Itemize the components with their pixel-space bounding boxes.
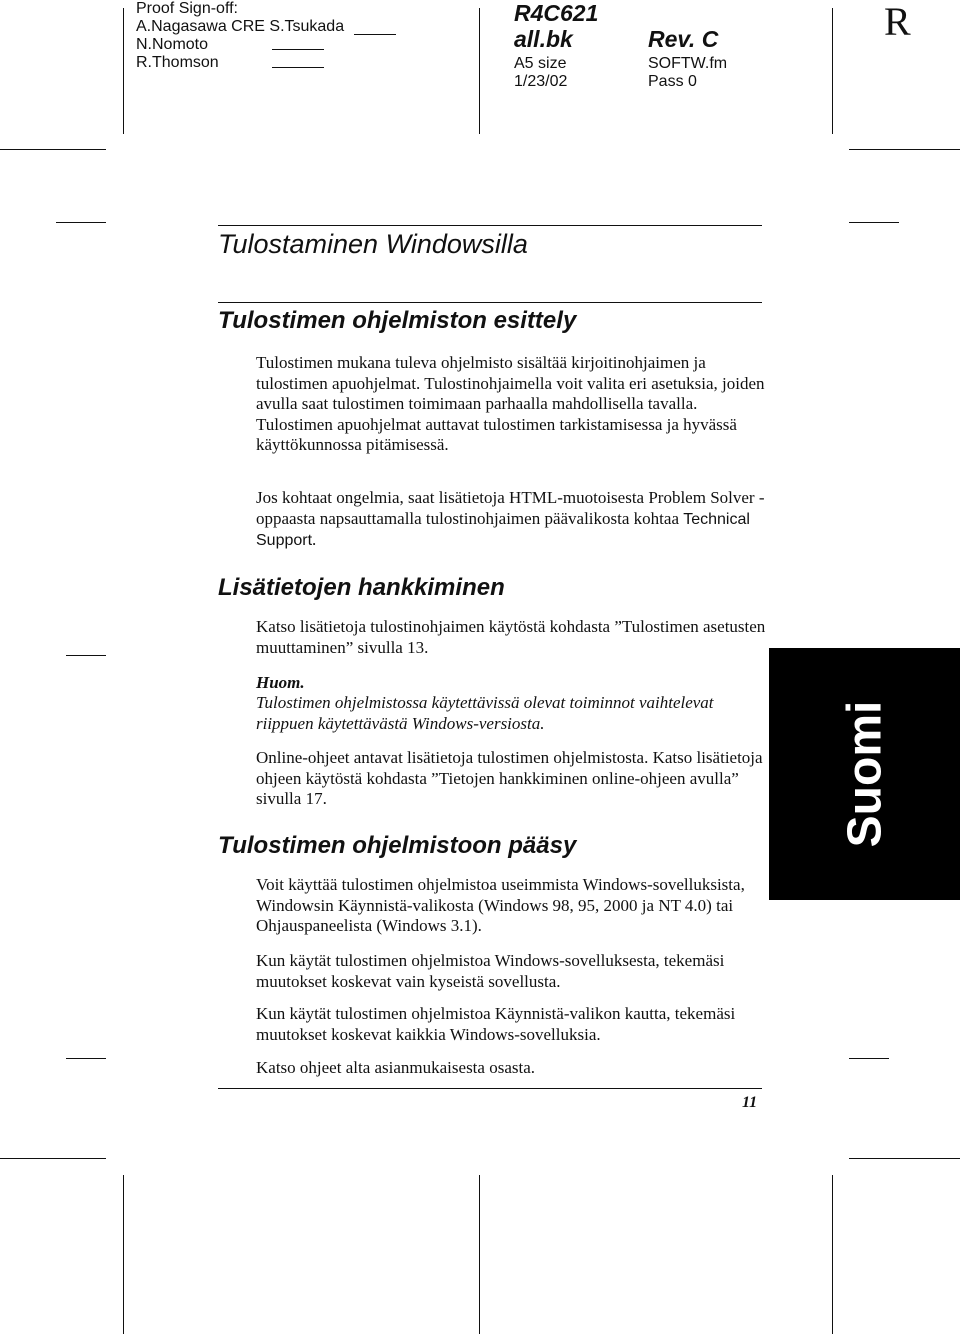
- note-label: Huom.: [256, 673, 305, 692]
- crop-mark: [0, 149, 106, 150]
- section-heading: Lisätietojen hankkiminen: [218, 574, 505, 601]
- body-paragraph: [256, 488, 766, 552]
- revision: Rev. C: [648, 26, 719, 52]
- body-paragraph: Kun käytät tulostimen ohjelmistoa Käynnistä-valikon kautta, tekemäsi muutokset koskevat kaikkia Windows-sovelluksia.: [256, 1004, 736, 1044]
- body-paragraph: Katso ohjeet alta asianmukaisesta osasta.: [256, 1058, 535, 1077]
- crop-mark: [0, 1158, 106, 1159]
- registration-mark: R: [884, 0, 911, 44]
- body-paragraph: Kun käytät tulostimen ohjelmistoa Windows-sovelluksesta, tekemäsi muutokset koskevat vain kyseistä sovellusta.: [256, 951, 725, 991]
- crop-mark: [66, 655, 106, 656]
- crop-mark: [66, 1058, 106, 1059]
- signature-line: [272, 49, 324, 50]
- body-paragraph: Katso lisätietoja tulostinohjaimen käytöstä kohdasta ”Tulostimen asetusten muuttaminen” sivulla 13.: [256, 617, 766, 657]
- body-paragraph: Tulostimen mukana tuleva ohjelmisto sisältää kirjoitinohjaimen ja tulostimen apuohjelmat. Tulostinohjaimella voit valita eri asetuksia, joiden avulla saat tulostimen toimimaan parhaalla mahdollisella tavalla. Tulostimen apuohjelmat auttavat tulostimen tarkistamisessa ja hyvässä käyttökunnossa pitämisessä.: [256, 353, 765, 454]
- crop-mark: [849, 222, 899, 223]
- section-rule: [218, 302, 762, 303]
- doc-code: R4C621: [514, 0, 599, 26]
- crop-mark: [832, 8, 833, 134]
- signature-line: [354, 34, 396, 35]
- doc-file: all.bk: [514, 26, 573, 52]
- page-number: 11: [742, 1094, 758, 1111]
- ui-term: Technical Support: [256, 510, 750, 549]
- language-tab: [769, 648, 960, 900]
- signoff-line-3: R.Thomson: [136, 54, 219, 71]
- crop-mark: [849, 1158, 960, 1159]
- section-heading: Tulostimen ohjelmistoon pääsy: [218, 832, 577, 859]
- proof-date: 1/23/02: [514, 73, 568, 90]
- crop-mark: [123, 8, 124, 134]
- signoff-line-2: N.Nomoto: [136, 36, 209, 53]
- paper-size: A5 size: [514, 55, 567, 72]
- crop-mark: [123, 1175, 124, 1334]
- paragraph-text: .: [312, 530, 317, 549]
- signoff-label: Proof Sign-off:: [136, 0, 238, 17]
- body-paragraph: Online-ohjeet antavat lisätietoja tulostimen ohjelmistosta. Katso lisätietoja ohjeen käytöstä kohdasta ”Tietojen hankkiminen online-ohjeen avulla” sivulla 17.: [256, 748, 763, 808]
- crop-mark: [832, 1175, 833, 1334]
- crop-mark: [56, 222, 106, 223]
- page-title: Tulostaminen Windowsilla: [218, 229, 528, 259]
- section-heading: Tulostimen ohjelmiston esittely: [218, 307, 577, 334]
- note-text: Tulostimen ohjelmistossa käytettävissä olevat toiminnot vaihtelevat riippuen käytettävästä Windows-versiosta.: [256, 693, 714, 733]
- crop-mark: [479, 1175, 480, 1334]
- pass-number: Pass 0: [648, 73, 697, 90]
- signoff-line-1: A.Nagasawa CRE S.Tsukada: [136, 18, 345, 35]
- crop-mark: [849, 1058, 889, 1059]
- source-file: SOFTW.fm: [648, 55, 728, 72]
- footer-rule: [218, 1088, 762, 1089]
- signature-line: [272, 67, 324, 68]
- language-tab-label: Suomi: [838, 700, 891, 848]
- crop-mark: [849, 149, 960, 150]
- crop-mark: [479, 8, 480, 134]
- paragraph-text: Jos kohtaat ongelmia, saat lisätietoja HTML-muotoisesta Problem Solver -oppaasta napsauttamalla tulostinohjaimen päävalikosta kohtaa: [256, 488, 765, 528]
- body-paragraph: Voit käyttää tulostimen ohjelmistoa useimmista Windows-sovelluksista, Windowsin Käynnistä-valikosta (Windows 98, 95, 2000 ja NT 4.0) tai Ohjauspaneelista (Windows 3.1).: [256, 875, 745, 935]
- title-rule: [218, 225, 762, 226]
